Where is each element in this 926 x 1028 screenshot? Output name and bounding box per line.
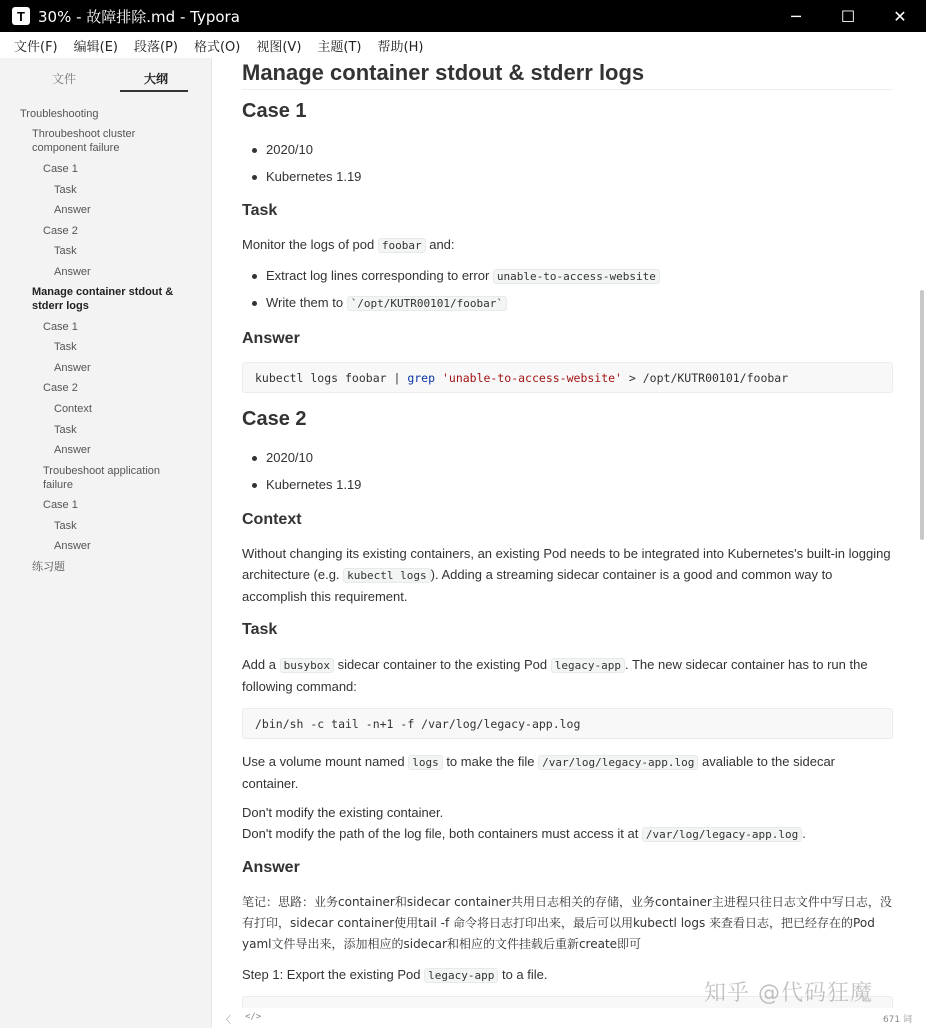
menu-bar	[0, 32, 926, 58]
paragraph	[242, 654, 893, 697]
typora-app-icon: T	[12, 7, 30, 25]
paragraph	[242, 823, 893, 845]
text: avaliable to the sidecar container.	[242, 754, 836, 791]
outline-item[interactable]: Answer	[54, 266, 91, 278]
paragraph	[242, 751, 893, 794]
inline-code: legacy-app	[424, 968, 498, 983]
code-block[interactable]	[242, 362, 893, 393]
inline-code: /var/log/legacy-app.log	[538, 755, 698, 770]
inline-code: unable-to-access-website	[493, 269, 660, 284]
window-controls	[770, 0, 926, 32]
paragraph	[242, 543, 893, 607]
toggle-sidebar-icon[interactable]: 〈	[221, 1015, 231, 1026]
outline-item[interactable]: Case 1	[43, 163, 78, 175]
text: Step 1: Export the existing Pod	[242, 967, 425, 982]
text: Monitor the logs of pod	[242, 237, 378, 252]
code-string: 'unable-to-access-website'	[441, 370, 622, 385]
heading-task: Task	[242, 202, 278, 219]
heading-case2: Case 2	[242, 408, 307, 430]
outline-item[interactable]: Case 2	[43, 225, 78, 237]
outline-item[interactable]: Task	[54, 424, 77, 436]
outline-item[interactable]: Context	[54, 403, 92, 415]
outline-item[interactable]: Throubeshoot cluster component failure	[32, 128, 136, 154]
sidebar	[0, 58, 212, 1028]
outline-item[interactable]: Case 1	[43, 321, 78, 333]
outline-item[interactable]: Answer	[54, 444, 91, 456]
code-keyword: grep	[407, 370, 436, 385]
inline-code: logs	[408, 755, 443, 770]
heading-task: Task	[242, 621, 278, 638]
outline-item[interactable]: Case 1	[43, 499, 78, 511]
text: Write them to	[266, 295, 347, 310]
heading-h1: Manage container stdout & stderr logs	[242, 60, 893, 90]
word-count[interactable]: 671 词	[882, 1015, 912, 1025]
active-tab-indicator	[120, 90, 188, 92]
inline-code: kubectl logs	[343, 568, 430, 583]
list-item: Kubernetes 1.19	[242, 169, 893, 184]
text: Add a	[242, 657, 280, 672]
code-text: kubectl logs foobar |	[255, 370, 408, 385]
list-item	[242, 268, 893, 283]
heading-context: Context	[242, 511, 302, 528]
outline-item[interactable]: 练习题	[32, 560, 65, 573]
inline-code: foobar	[378, 238, 426, 253]
text: Use a volume mount named	[242, 754, 409, 769]
minimize-button[interactable]: ─	[791, 6, 801, 26]
outline-item[interactable]: Task	[54, 245, 77, 257]
inline-code: legacy-app	[551, 658, 625, 673]
watermark: 知乎 @代码狂魔	[704, 981, 873, 1006]
text: sidecar container to the existing Pod	[333, 657, 551, 672]
outline-item-active[interactable]: Manage container stdout & stderr logs	[32, 286, 174, 312]
outline-item[interactable]: Task	[54, 341, 77, 353]
list-item: 2020/10	[242, 450, 893, 465]
menu-help[interactable]: 帮助(H)	[377, 39, 424, 55]
text: to make the file	[442, 754, 539, 769]
outline-item[interactable]: Troubleshooting	[20, 108, 99, 120]
paragraph: Don't modify the existing container.	[242, 805, 444, 820]
window-title: 30% - 故障排除.md - Typora	[38, 7, 240, 26]
list-item: 2020/10	[242, 142, 893, 157]
heading-answer: Answer	[242, 330, 300, 347]
text: Without changing its existing containers, an existing Pod needs to be integrated into Kubernetes's built-in logging architecture (e.g.	[242, 546, 891, 582]
code-text: > /opt/KUTR00101/foobar	[621, 370, 789, 385]
list-item: Kubernetes 1.19	[242, 477, 893, 492]
text: Don't modify the path of the log file, both containers must access it at	[242, 826, 642, 841]
text: Extract log lines corresponding to error	[266, 268, 493, 283]
outline-item[interactable]: Task	[54, 520, 77, 532]
menu-format[interactable]: 格式(O)	[193, 39, 241, 55]
menu-paragraph[interactable]: 段落(P)	[133, 39, 178, 55]
text: .	[802, 826, 806, 841]
text: . The new sidecar container has to run the following command:	[242, 657, 868, 694]
outline-item[interactable]: Answer	[54, 540, 91, 552]
text: and:	[425, 237, 455, 252]
close-button[interactable]: ✕	[893, 6, 907, 26]
menu-view[interactable]: 视图(V)	[256, 39, 302, 55]
heading-answer: Answer	[242, 859, 300, 876]
list-item	[242, 295, 893, 310]
source-mode-icon[interactable]: </>	[245, 1012, 262, 1022]
outline-item[interactable]: Task	[54, 184, 77, 196]
outline-item[interactable]: Case 2	[43, 382, 78, 394]
code-block[interactable]: /bin/sh -c tail -n+1 -f /var/log/legacy-app.log	[242, 708, 893, 739]
inline-code: `/opt/KUTR00101/foobar`	[347, 296, 507, 311]
outline-item[interactable]: Troubeshoot application failure	[43, 465, 161, 491]
sidebar-tabs	[0, 58, 211, 98]
note-paragraph: 笔记：思路：业务container和sidecar container共用日志相关的存储，业务container主进程只往日志文件中写日志，没有打印，sidecar container使用tail -f 命令将日志打印出来，最后可以用kubectl logs 来查看日志，把已经存在的Pod yaml文件导出来，添加相应的sidecar和相应的文件挂载后重新create即可	[242, 895, 892, 951]
editor-area[interactable]	[213, 58, 926, 1008]
inline-code: busybox	[280, 658, 334, 673]
title-bar	[0, 0, 926, 32]
paragraph	[242, 234, 893, 256]
text: to a file.	[498, 967, 548, 982]
menu-edit[interactable]: 编辑(E)	[73, 39, 118, 55]
outline-item[interactable]: Answer	[54, 362, 91, 374]
menu-theme[interactable]: 主题(T)	[317, 39, 362, 55]
tab-outline[interactable]: 大纲	[144, 72, 169, 86]
heading-case1: Case 1	[242, 100, 307, 122]
scrollbar-thumb[interactable]	[920, 290, 924, 540]
outline-item[interactable]: Answer	[54, 204, 91, 216]
text: ). Adding a streaming sidecar container is a good and common way to accomplish this requirement.	[242, 567, 833, 604]
maximize-button[interactable]: ☐	[840, 6, 856, 26]
tab-files[interactable]: 文件	[52, 72, 77, 86]
status-bar	[213, 1008, 926, 1028]
inline-code: /var/log/legacy-app.log	[642, 827, 802, 842]
menu-file[interactable]: 文件(F)	[14, 39, 58, 55]
